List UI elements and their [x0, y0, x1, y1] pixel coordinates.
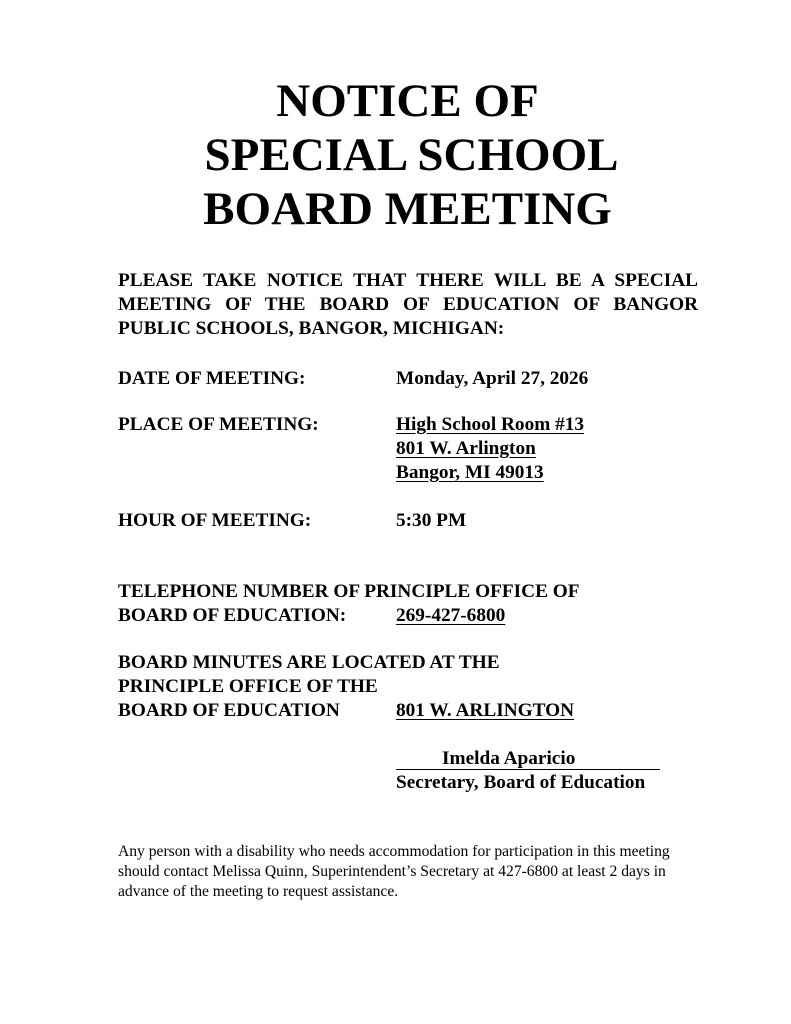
intro-paragraph: PLEASE TAKE NOTICE THAT THERE WILL BE A SPECIAL MEETING OF THE BOARD OF EDUCATION OF BANGOR PUBLIC SCHOOLS, BANGOR, MICHIGAN:: [118, 270, 698, 339]
hour-value: 5:30 PM: [396, 510, 467, 531]
place-line-1: High School Room #13: [396, 414, 585, 435]
telephone-value: 269-427-6800: [396, 605, 506, 626]
hour-label: HOUR OF MEETING:: [118, 510, 312, 531]
minutes-label-line-2: PRINCIPLE OFFICE OF THE: [118, 676, 378, 697]
date-value: Monday, April 27, 2026: [396, 368, 589, 389]
signature-name: Imelda Aparicio: [442, 748, 576, 769]
accessibility-footer: Any person with a disability who needs accommodation for participation in this meeting should contact Melissa Quinn, Superintendent’s Secretary at 427-6800 at least 2 days in advance of the meeting to request assistance.: [118, 843, 670, 900]
place-line-2: 801 W. Arlington: [396, 438, 536, 459]
title-line-3: BOARD MEETING: [203, 183, 612, 235]
place-line-3: Bangor, MI 49013: [396, 462, 544, 483]
signature-title: Secretary, Board of Education: [396, 772, 646, 793]
place-label: PLACE OF MEETING:: [118, 414, 319, 435]
title-line-2: SPECIAL SCHOOL: [204, 129, 619, 181]
minutes-label-line-3: BOARD OF EDUCATION: [118, 700, 340, 721]
telephone-label-line-2: BOARD OF EDUCATION:: [118, 605, 347, 626]
date-label: DATE OF MEETING:: [118, 368, 306, 389]
title-line-1: NOTICE OF: [276, 75, 539, 127]
minutes-label-line-1: BOARD MINUTES ARE LOCATED AT THE: [118, 652, 500, 673]
telephone-label-line-1: TELEPHONE NUMBER OF PRINCIPLE OFFICE OF: [118, 581, 580, 602]
minutes-value: 801 W. ARLINGTON: [396, 700, 575, 721]
